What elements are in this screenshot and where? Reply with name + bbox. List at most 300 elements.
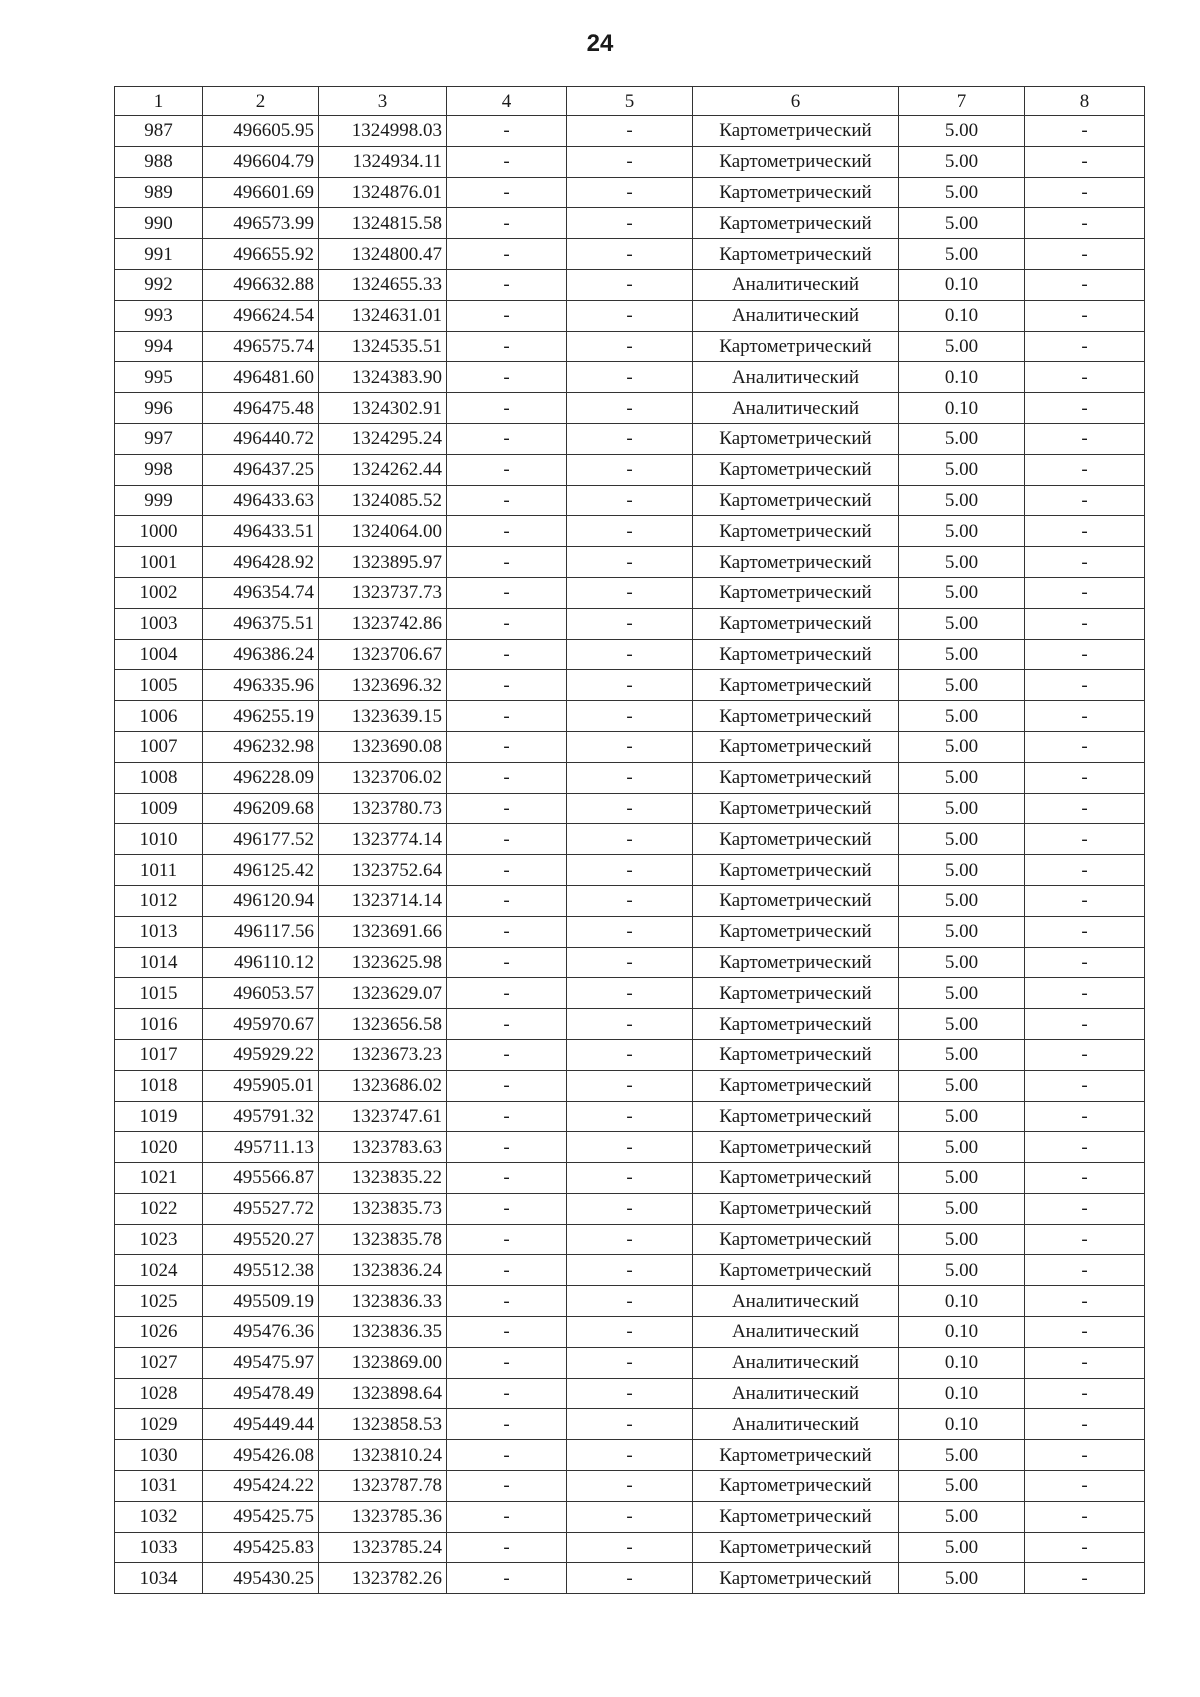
cell-col-5: - — [567, 1101, 693, 1132]
cell-y-coordinate: 1324998.03 — [319, 116, 447, 147]
cell-col-5: - — [567, 670, 693, 701]
table-row — [115, 1286, 1145, 1317]
cell-point-number: 1033 — [115, 1532, 203, 1563]
cell-col-5: - — [567, 793, 693, 824]
cell-accuracy: 5.00 — [899, 1532, 1025, 1563]
cell-x-coordinate: 496575.74 — [203, 331, 319, 362]
cell-y-coordinate: 1323686.02 — [319, 1070, 447, 1101]
cell-y-coordinate: 1323752.64 — [319, 855, 447, 886]
cell-accuracy: 5.00 — [899, 731, 1025, 762]
cell-col-8: - — [1025, 824, 1145, 855]
cell-col-8: - — [1025, 1009, 1145, 1040]
cell-y-coordinate: 1323782.26 — [319, 1563, 447, 1594]
cell-method: Картометрический — [693, 1132, 899, 1163]
cell-col-5: - — [567, 1009, 693, 1040]
column-header-6: 6 — [693, 87, 899, 116]
cell-accuracy: 5.00 — [899, 423, 1025, 454]
cell-accuracy: 5.00 — [899, 916, 1025, 947]
cell-col-8: - — [1025, 1409, 1145, 1440]
cell-col-8: - — [1025, 1193, 1145, 1224]
cell-x-coordinate: 496624.54 — [203, 300, 319, 331]
cell-accuracy: 0.10 — [899, 1378, 1025, 1409]
cell-col-4: - — [447, 1224, 567, 1255]
table-row — [115, 1009, 1145, 1040]
cell-y-coordinate: 1323780.73 — [319, 793, 447, 824]
cell-y-coordinate: 1323785.24 — [319, 1532, 447, 1563]
cell-col-5: - — [567, 393, 693, 424]
page-number: 24 — [586, 30, 614, 57]
cell-col-8: - — [1025, 793, 1145, 824]
cell-method: Картометрический — [693, 885, 899, 916]
cell-col-8: - — [1025, 177, 1145, 208]
cell-col-8: - — [1025, 577, 1145, 608]
cell-method: Картометрический — [693, 1471, 899, 1502]
cell-col-8: - — [1025, 516, 1145, 547]
coordinates-table — [114, 86, 1145, 1594]
cell-col-5: - — [567, 454, 693, 485]
cell-col-4: - — [447, 116, 567, 147]
cell-point-number: 1000 — [115, 516, 203, 547]
cell-y-coordinate: 1323629.07 — [319, 978, 447, 1009]
cell-col-5: - — [567, 978, 693, 1009]
cell-y-coordinate: 1323785.36 — [319, 1501, 447, 1532]
cell-col-4: - — [447, 1193, 567, 1224]
cell-col-4: - — [447, 239, 567, 270]
cell-point-number: 1020 — [115, 1132, 203, 1163]
cell-accuracy: 5.00 — [899, 1440, 1025, 1471]
cell-method: Картометрический — [693, 731, 899, 762]
cell-col-8: - — [1025, 116, 1145, 147]
table-row — [115, 208, 1145, 239]
cell-point-number: 1019 — [115, 1101, 203, 1132]
column-header-4: 4 — [447, 87, 567, 116]
cell-col-8: - — [1025, 423, 1145, 454]
cell-point-number: 1028 — [115, 1378, 203, 1409]
cell-col-4: - — [447, 978, 567, 1009]
cell-method: Картометрический — [693, 1501, 899, 1532]
cell-col-4: - — [447, 1039, 567, 1070]
cell-col-4: - — [447, 1255, 567, 1286]
cell-col-4: - — [447, 177, 567, 208]
table-row — [115, 362, 1145, 393]
cell-col-5: - — [567, 1286, 693, 1317]
cell-method: Аналитический — [693, 269, 899, 300]
cell-col-8: - — [1025, 485, 1145, 516]
cell-point-number: 1026 — [115, 1317, 203, 1348]
cell-accuracy: 5.00 — [899, 577, 1025, 608]
cell-method: Картометрический — [693, 1193, 899, 1224]
cell-accuracy: 5.00 — [899, 1255, 1025, 1286]
cell-x-coordinate: 496433.51 — [203, 516, 319, 547]
cell-accuracy: 5.00 — [899, 146, 1025, 177]
cell-point-number: 1034 — [115, 1563, 203, 1594]
cell-col-4: - — [447, 824, 567, 855]
cell-accuracy: 0.10 — [899, 1347, 1025, 1378]
cell-x-coordinate: 496117.56 — [203, 916, 319, 947]
cell-method: Аналитический — [693, 1286, 899, 1317]
cell-col-5: - — [567, 1317, 693, 1348]
cell-col-5: - — [567, 1039, 693, 1070]
cell-col-4: - — [447, 1163, 567, 1194]
cell-col-5: - — [567, 116, 693, 147]
cell-col-5: - — [567, 1471, 693, 1502]
table-row — [115, 177, 1145, 208]
cell-col-4: - — [447, 485, 567, 516]
cell-method: Картометрический — [693, 1255, 899, 1286]
cell-x-coordinate: 496375.51 — [203, 608, 319, 639]
table-row — [115, 454, 1145, 485]
cell-method: Картометрический — [693, 516, 899, 547]
column-header-3: 3 — [319, 87, 447, 116]
cell-col-5: - — [567, 1347, 693, 1378]
cell-point-number: 1023 — [115, 1224, 203, 1255]
cell-method: Аналитический — [693, 1378, 899, 1409]
cell-x-coordinate: 495970.67 — [203, 1009, 319, 1040]
cell-accuracy: 5.00 — [899, 331, 1025, 362]
cell-accuracy: 5.00 — [899, 824, 1025, 855]
cell-col-5: - — [567, 1440, 693, 1471]
table-row — [115, 1070, 1145, 1101]
cell-accuracy: 0.10 — [899, 1409, 1025, 1440]
cell-col-5: - — [567, 1532, 693, 1563]
cell-x-coordinate: 496604.79 — [203, 146, 319, 177]
table-row — [115, 269, 1145, 300]
cell-method: Картометрический — [693, 1563, 899, 1594]
cell-col-8: - — [1025, 1070, 1145, 1101]
cell-col-5: - — [567, 1255, 693, 1286]
cell-x-coordinate: 496475.48 — [203, 393, 319, 424]
cell-col-4: - — [447, 885, 567, 916]
cell-y-coordinate: 1323737.73 — [319, 577, 447, 608]
cell-method: Картометрический — [693, 577, 899, 608]
cell-method: Картометрический — [693, 423, 899, 454]
cell-col-4: - — [447, 1471, 567, 1502]
cell-accuracy: 5.00 — [899, 1501, 1025, 1532]
cell-col-4: - — [447, 1317, 567, 1348]
cell-x-coordinate: 496120.94 — [203, 885, 319, 916]
cell-x-coordinate: 495449.44 — [203, 1409, 319, 1440]
cell-point-number: 1024 — [115, 1255, 203, 1286]
cell-method: Картометрический — [693, 1440, 899, 1471]
cell-col-8: - — [1025, 1163, 1145, 1194]
cell-method: Картометрический — [693, 1163, 899, 1194]
cell-accuracy: 5.00 — [899, 516, 1025, 547]
cell-y-coordinate: 1324815.58 — [319, 208, 447, 239]
cell-point-number: 994 — [115, 331, 203, 362]
cell-col-4: - — [447, 331, 567, 362]
cell-col-4: - — [447, 762, 567, 793]
cell-point-number: 1022 — [115, 1193, 203, 1224]
cell-method: Аналитический — [693, 1409, 899, 1440]
cell-method: Картометрический — [693, 1039, 899, 1070]
table-row — [115, 1224, 1145, 1255]
cell-point-number: 1013 — [115, 916, 203, 947]
cell-x-coordinate: 495430.25 — [203, 1563, 319, 1594]
cell-col-4: - — [447, 269, 567, 300]
cell-x-coordinate: 496228.09 — [203, 762, 319, 793]
cell-col-8: - — [1025, 331, 1145, 362]
cell-col-4: - — [447, 670, 567, 701]
cell-y-coordinate: 1324064.00 — [319, 516, 447, 547]
cell-point-number: 1010 — [115, 824, 203, 855]
column-header-1: 1 — [115, 87, 203, 116]
cell-accuracy: 0.10 — [899, 393, 1025, 424]
cell-col-4: - — [447, 701, 567, 732]
cell-y-coordinate: 1323625.98 — [319, 947, 447, 978]
cell-accuracy: 5.00 — [899, 239, 1025, 270]
cell-col-5: - — [567, 885, 693, 916]
table-row — [115, 423, 1145, 454]
cell-accuracy: 5.00 — [899, 855, 1025, 886]
cell-accuracy: 5.00 — [899, 978, 1025, 1009]
table-row — [115, 1471, 1145, 1502]
cell-col-8: - — [1025, 362, 1145, 393]
cell-col-4: - — [447, 855, 567, 886]
cell-col-4: - — [447, 947, 567, 978]
cell-col-5: - — [567, 916, 693, 947]
cell-x-coordinate: 496573.99 — [203, 208, 319, 239]
cell-y-coordinate: 1324295.24 — [319, 423, 447, 454]
cell-x-coordinate: 495527.72 — [203, 1193, 319, 1224]
cell-point-number: 1003 — [115, 608, 203, 639]
cell-col-4: - — [447, 208, 567, 239]
cell-col-8: - — [1025, 1132, 1145, 1163]
cell-y-coordinate: 1324085.52 — [319, 485, 447, 516]
cell-col-4: - — [447, 547, 567, 578]
cell-point-number: 1032 — [115, 1501, 203, 1532]
cell-point-number: 987 — [115, 116, 203, 147]
cell-col-5: - — [567, 1193, 693, 1224]
cell-col-5: - — [567, 824, 693, 855]
cell-col-5: - — [567, 547, 693, 578]
cell-accuracy: 5.00 — [899, 1039, 1025, 1070]
cell-point-number: 1016 — [115, 1009, 203, 1040]
cell-x-coordinate: 495711.13 — [203, 1132, 319, 1163]
cell-accuracy: 5.00 — [899, 793, 1025, 824]
cell-point-number: 1001 — [115, 547, 203, 578]
cell-col-5: - — [567, 639, 693, 670]
cell-method: Картометрический — [693, 146, 899, 177]
cell-y-coordinate: 1323810.24 — [319, 1440, 447, 1471]
cell-x-coordinate: 496440.72 — [203, 423, 319, 454]
cell-point-number: 997 — [115, 423, 203, 454]
cell-col-8: - — [1025, 1378, 1145, 1409]
cell-col-8: - — [1025, 1255, 1145, 1286]
cell-x-coordinate: 495425.83 — [203, 1532, 319, 1563]
cell-method: Картометрический — [693, 947, 899, 978]
cell-method: Картометрический — [693, 916, 899, 947]
table-row — [115, 1347, 1145, 1378]
cell-x-coordinate: 496209.68 — [203, 793, 319, 824]
cell-y-coordinate: 1324302.91 — [319, 393, 447, 424]
cell-x-coordinate: 496125.42 — [203, 855, 319, 886]
cell-point-number: 1007 — [115, 731, 203, 762]
cell-point-number: 993 — [115, 300, 203, 331]
table-row — [115, 1440, 1145, 1471]
cell-point-number: 1002 — [115, 577, 203, 608]
cell-col-5: - — [567, 1378, 693, 1409]
cell-point-number: 1027 — [115, 1347, 203, 1378]
cell-point-number: 996 — [115, 393, 203, 424]
cell-method: Аналитический — [693, 1317, 899, 1348]
table-row — [115, 547, 1145, 578]
cell-y-coordinate: 1323774.14 — [319, 824, 447, 855]
table-row — [115, 1532, 1145, 1563]
cell-method: Картометрический — [693, 978, 899, 1009]
cell-x-coordinate: 496354.74 — [203, 577, 319, 608]
cell-accuracy: 5.00 — [899, 1163, 1025, 1194]
cell-x-coordinate: 496632.88 — [203, 269, 319, 300]
cell-col-4: - — [447, 146, 567, 177]
cell-accuracy: 5.00 — [899, 885, 1025, 916]
cell-point-number: 1015 — [115, 978, 203, 1009]
cell-point-number: 1017 — [115, 1039, 203, 1070]
cell-y-coordinate: 1323836.24 — [319, 1255, 447, 1286]
cell-point-number: 1011 — [115, 855, 203, 886]
cell-col-4: - — [447, 423, 567, 454]
cell-col-8: - — [1025, 146, 1145, 177]
cell-col-4: - — [447, 1501, 567, 1532]
cell-point-number: 1025 — [115, 1286, 203, 1317]
cell-col-4: - — [447, 516, 567, 547]
cell-y-coordinate: 1323691.66 — [319, 916, 447, 947]
cell-col-8: - — [1025, 1101, 1145, 1132]
cell-accuracy: 5.00 — [899, 1471, 1025, 1502]
column-header-5: 5 — [567, 87, 693, 116]
cell-col-4: - — [447, 454, 567, 485]
cell-x-coordinate: 496437.25 — [203, 454, 319, 485]
cell-x-coordinate: 496386.24 — [203, 639, 319, 670]
table-row — [115, 670, 1145, 701]
table-row — [115, 762, 1145, 793]
cell-accuracy: 0.10 — [899, 300, 1025, 331]
cell-col-4: - — [447, 300, 567, 331]
table-row — [115, 639, 1145, 670]
cell-accuracy: 5.00 — [899, 454, 1025, 485]
cell-method: Аналитический — [693, 393, 899, 424]
cell-col-8: - — [1025, 393, 1145, 424]
cell-col-5: - — [567, 269, 693, 300]
cell-col-4: - — [447, 1347, 567, 1378]
cell-col-8: - — [1025, 1532, 1145, 1563]
cell-accuracy: 5.00 — [899, 1224, 1025, 1255]
cell-point-number: 1031 — [115, 1471, 203, 1502]
cell-x-coordinate: 496053.57 — [203, 978, 319, 1009]
cell-col-8: - — [1025, 1501, 1145, 1532]
table-header-row — [115, 87, 1145, 116]
cell-method: Картометрический — [693, 1224, 899, 1255]
cell-x-coordinate: 496255.19 — [203, 701, 319, 732]
cell-col-4: - — [447, 1440, 567, 1471]
cell-accuracy: 5.00 — [899, 485, 1025, 516]
cell-method: Картометрический — [693, 547, 899, 578]
cell-method: Картометрический — [693, 208, 899, 239]
cell-x-coordinate: 496110.12 — [203, 947, 319, 978]
table-row — [115, 516, 1145, 547]
cell-y-coordinate: 1323742.86 — [319, 608, 447, 639]
cell-col-8: - — [1025, 639, 1145, 670]
table-row — [115, 239, 1145, 270]
cell-x-coordinate: 496428.92 — [203, 547, 319, 578]
cell-col-5: - — [567, 1224, 693, 1255]
cell-col-8: - — [1025, 670, 1145, 701]
table-row — [115, 916, 1145, 947]
cell-col-4: - — [447, 1409, 567, 1440]
cell-col-8: - — [1025, 916, 1145, 947]
table-row — [115, 947, 1145, 978]
cell-col-4: - — [447, 1532, 567, 1563]
cell-method: Аналитический — [693, 300, 899, 331]
cell-point-number: 1012 — [115, 885, 203, 916]
cell-col-8: - — [1025, 1286, 1145, 1317]
cell-col-8: - — [1025, 855, 1145, 886]
cell-col-4: - — [447, 793, 567, 824]
cell-accuracy: 5.00 — [899, 639, 1025, 670]
cell-col-5: - — [567, 300, 693, 331]
cell-accuracy: 5.00 — [899, 947, 1025, 978]
cell-col-5: - — [567, 855, 693, 886]
cell-y-coordinate: 1323869.00 — [319, 1347, 447, 1378]
cell-col-8: - — [1025, 1347, 1145, 1378]
cell-point-number: 990 — [115, 208, 203, 239]
cell-col-5: - — [567, 1409, 693, 1440]
cell-col-5: - — [567, 362, 693, 393]
cell-y-coordinate: 1324535.51 — [319, 331, 447, 362]
table-row — [115, 1563, 1145, 1594]
cell-point-number: 988 — [115, 146, 203, 177]
cell-accuracy: 0.10 — [899, 1317, 1025, 1348]
cell-method: Аналитический — [693, 362, 899, 393]
cell-method: Картометрический — [693, 855, 899, 886]
cell-point-number: 1018 — [115, 1070, 203, 1101]
cell-method: Картометрический — [693, 639, 899, 670]
cell-col-8: - — [1025, 1317, 1145, 1348]
cell-col-4: - — [447, 577, 567, 608]
cell-y-coordinate: 1323639.15 — [319, 701, 447, 732]
cell-method: Картометрический — [693, 116, 899, 147]
cell-accuracy: 5.00 — [899, 208, 1025, 239]
table-body — [115, 116, 1145, 1594]
cell-y-coordinate: 1323787.78 — [319, 1471, 447, 1502]
table-row — [115, 1501, 1145, 1532]
cell-point-number: 992 — [115, 269, 203, 300]
cell-col-5: - — [567, 516, 693, 547]
table-row — [115, 1101, 1145, 1132]
cell-accuracy: 5.00 — [899, 701, 1025, 732]
cell-col-8: - — [1025, 978, 1145, 1009]
cell-x-coordinate: 495425.75 — [203, 1501, 319, 1532]
table-row — [115, 577, 1145, 608]
cell-point-number: 1021 — [115, 1163, 203, 1194]
cell-col-5: - — [567, 146, 693, 177]
cell-col-8: - — [1025, 608, 1145, 639]
cell-accuracy: 0.10 — [899, 269, 1025, 300]
cell-x-coordinate: 495905.01 — [203, 1070, 319, 1101]
cell-accuracy: 5.00 — [899, 1563, 1025, 1594]
cell-y-coordinate: 1324383.90 — [319, 362, 447, 393]
table-row — [115, 116, 1145, 147]
cell-col-4: - — [447, 731, 567, 762]
table-row — [115, 1132, 1145, 1163]
cell-col-8: - — [1025, 300, 1145, 331]
table-row — [115, 300, 1145, 331]
cell-x-coordinate: 495476.36 — [203, 1317, 319, 1348]
cell-col-8: - — [1025, 1471, 1145, 1502]
table-row — [115, 855, 1145, 886]
column-header-2: 2 — [203, 87, 319, 116]
cell-col-8: - — [1025, 701, 1145, 732]
table-row — [115, 1039, 1145, 1070]
